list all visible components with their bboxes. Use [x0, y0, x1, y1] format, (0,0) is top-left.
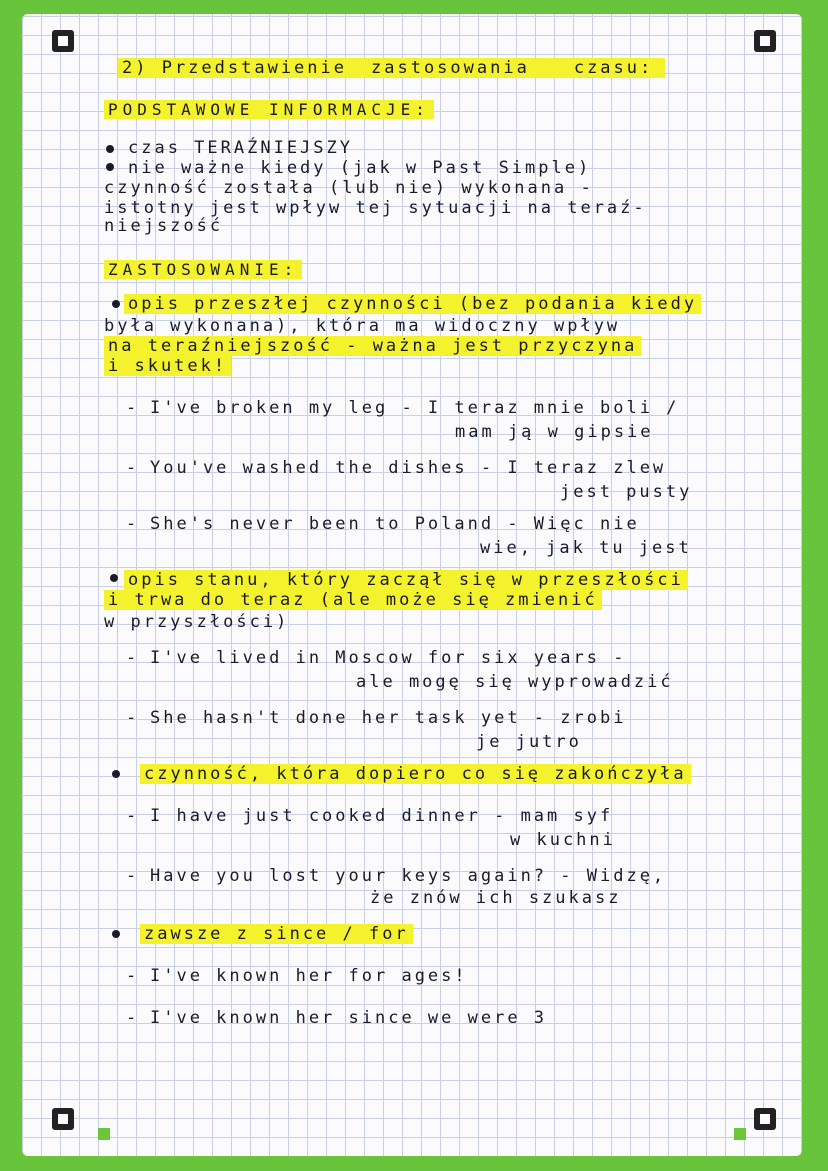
- usage-heading: ZASTOSOWANIE:: [104, 260, 302, 280]
- example-2b: jest pusty: [560, 482, 693, 502]
- basic-line-2: nie ważne kiedy (jak w Past Simple): [128, 158, 592, 178]
- title-mid: zastosowania: [351, 58, 534, 78]
- section1-line-4: i skutek!: [104, 356, 231, 376]
- basic-line-5: niejszość: [104, 216, 224, 236]
- bullet-dot: [112, 300, 120, 308]
- example-2a: You've washed the dishes - I teraz zlew: [150, 458, 667, 478]
- example-7b: że znów ich szukasz: [370, 888, 622, 908]
- example-6a: I have just cooked dinner - mam syf: [150, 806, 614, 826]
- section2-line-1: opis stanu, który zaczął się w przeszłości: [124, 570, 688, 590]
- section1-line-1: opis przeszłej czynności (bez podania kiedy: [124, 294, 701, 314]
- title-right: czasu:: [534, 58, 665, 78]
- bullet-dot: [106, 163, 114, 171]
- example-3a: She's never been to Poland - Więc nie: [150, 514, 640, 534]
- basic-heading: PODSTAWOWE INFORMACJE:: [104, 100, 434, 120]
- example-6b: w kuchni: [510, 830, 616, 850]
- section2-line-2: i trwa do teraz (ale może się zmienić: [104, 590, 602, 610]
- example-3b: wie, jak tu jest: [480, 538, 692, 558]
- title-left: 2) Przedstawienie: [118, 58, 351, 78]
- example-8: I've known her for ages!: [150, 966, 468, 986]
- section1-line-3: na teraźniejszość - ważna jest przyczyna: [104, 336, 641, 356]
- scan-marker-bottom-left-icon: [52, 1108, 74, 1130]
- section2-line-3: w przyszłości): [104, 612, 290, 632]
- basic-line-1: czas TERAŹNIEJSZY: [128, 138, 353, 158]
- basic-line-4: istotny jest wpływ tej sytuacji na teraź-: [104, 198, 647, 218]
- example-5b: je jutro: [476, 732, 582, 752]
- marker-square-left: [98, 1128, 110, 1140]
- bullet-dot: [106, 145, 114, 153]
- marker-square-right: [734, 1128, 746, 1140]
- example-1b: mam ją w gipsie: [455, 422, 654, 442]
- scan-marker-top-right-icon: [754, 30, 776, 52]
- basic-line-3: czynność została (lub nie) wykonana -: [104, 178, 594, 198]
- example-9: I've known her since we were 3: [150, 1008, 548, 1028]
- scan-marker-bottom-right-icon: [754, 1108, 776, 1130]
- example-4a: I've lived in Moscow for six years -: [150, 648, 627, 668]
- section3-line-1: czynność, która dopiero co się zakończyła: [140, 764, 691, 784]
- bullet-dot: [112, 770, 120, 778]
- section4-line-1: zawsze z since / for: [140, 924, 413, 944]
- title-block: [118, 58, 665, 78]
- example-1a: I've broken my leg - I teraz mnie boli /: [150, 398, 680, 418]
- example-7a: Have you lost your keys again? - Widzę,: [150, 866, 667, 886]
- example-4b: ale mogę się wyprowadzić: [356, 672, 674, 692]
- bullet-dot: [112, 930, 120, 938]
- section1-line-2: była wykonana), która ma widoczny wpływ: [104, 316, 621, 336]
- bullet-dot: [110, 574, 118, 582]
- scan-marker-top-left-icon: [52, 30, 74, 52]
- example-5a: She hasn't done her task yet - zrobi: [150, 708, 627, 728]
